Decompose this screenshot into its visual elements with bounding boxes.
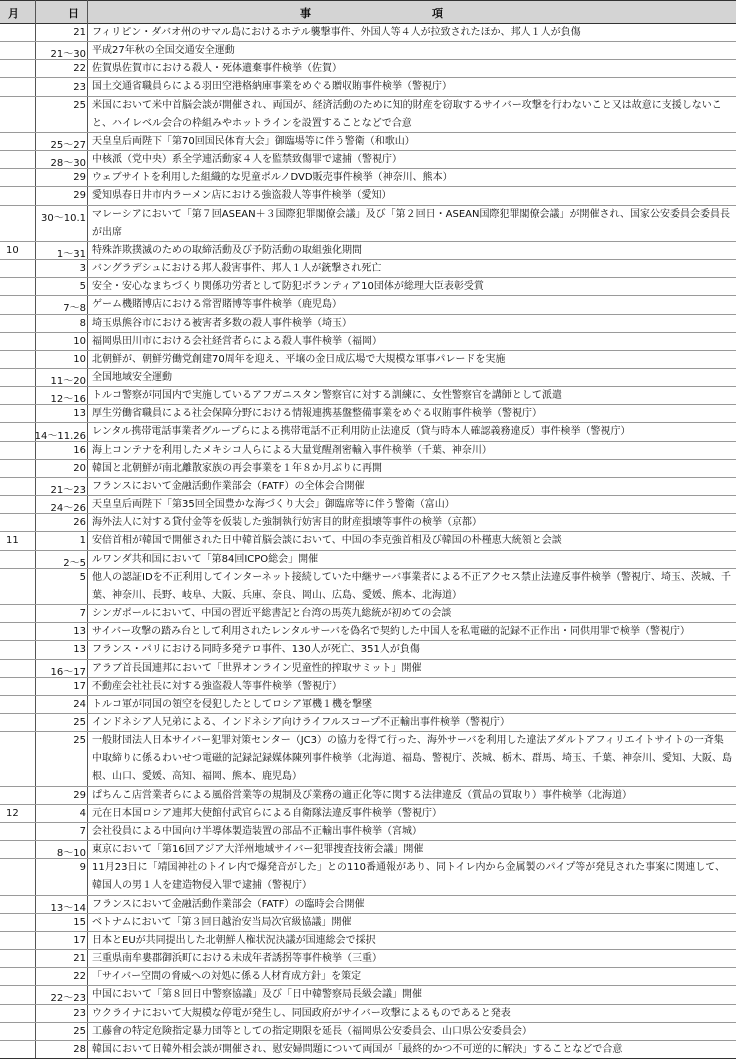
row-month: 12	[6, 807, 19, 819]
row-event: 日本とEUが共同提出した北朝鮮人権状況決議が国連総会で採択	[92, 934, 376, 946]
row-day: 13	[73, 626, 86, 638]
row-event: 三重県南牟婁郡御浜町における未成年者誘拐等事件検挙（三重）	[92, 953, 382, 965]
row-event: 中国において「第８回日中警察協議」及び「日中韓警察局長級会議」開催	[92, 989, 422, 1001]
table-row	[0, 641, 736, 659]
table-row	[0, 151, 736, 169]
table-row	[0, 242, 736, 260]
row-day: 21～30	[50, 49, 86, 61]
row-event: 安全・安心なまちづくり関係功労者として防犯ボランティア10団体が総理大臣表彰受賞	[92, 281, 484, 293]
row-day: 7～8	[63, 303, 86, 315]
table-row	[0, 787, 736, 805]
row-day: 7	[79, 608, 86, 620]
row-event: 国土交通省職員らによる羽田空港格納庫事業をめぐる贈収賄事件検挙（警視庁）	[92, 81, 452, 93]
row-event: 会社役員による中国向け半導体製造装置の部品不正輸出事件検挙（宮城）	[92, 825, 422, 837]
table-row	[0, 714, 736, 732]
row-day: 23	[73, 81, 86, 93]
table-row	[0, 823, 736, 841]
row-event: 11月23日に「靖国神社のトイレ内で爆発音がした」との110番通報があり、同トイレ内から金属製のパイプ等が発見された事案に関連して、韓国人の男１人を建造物侵入罪で逮捕（警視庁）	[92, 862, 726, 892]
row-day: 22～23	[50, 993, 86, 1005]
table-row	[0, 514, 736, 532]
table-row	[0, 369, 736, 387]
row-day: 22	[73, 63, 86, 75]
row-event: トルコ軍が同国の領空を侵犯したとしてロシア軍機１機を撃墜	[92, 698, 372, 710]
row-event: ルワンダ共和国において「第84回ICPO総会」開催	[92, 553, 319, 565]
row-event: 特殊詐欺撲滅のための取締活動及び予防活動の取組強化期間	[92, 244, 362, 256]
row-day: 8～10	[56, 848, 86, 860]
table-row	[0, 24, 736, 42]
table-row	[0, 896, 736, 914]
row-day: 26	[73, 517, 86, 529]
row-event: ゲーム機賭博店における常習賭博等事件検挙（鹿児島）	[92, 299, 342, 311]
row-event: アラブ首長国連邦において「世界オンライン児童性的搾取サミット」開催	[92, 662, 422, 674]
table-row	[0, 986, 736, 1004]
row-event: 海上コンテナを利用したメキシコ人らによる大量覚醒剤密輸入事件検挙（千葉、神奈川）	[92, 444, 492, 456]
row-event: トルコ警察が同国内で実施しているアフガニスタン警察官に対する訓練に、女性警察官を講師として派遣	[92, 390, 562, 402]
row-day: 28～30	[50, 158, 86, 170]
table-row	[0, 351, 736, 369]
row-day: 24～26	[50, 503, 86, 515]
row-day: 4	[79, 807, 86, 819]
row-event: 一般財団法人日本サイバー犯罪対策センター（JC3）の協力を得て行った、海外サーバを利用した違法アダルトアフィリエイトサイトの一斉集中取締りに係るわいせつ電磁的記録記録媒体陳列事件検挙（北海道、福島、警視庁、茨城、栃木、群馬、埼玉、千葉、神奈川、愛知、大阪、島根、山口、愛媛、高知、福岡、熊本、鹿児島）	[92, 735, 732, 783]
table-row	[0, 260, 736, 278]
row-day: 29	[73, 190, 86, 202]
row-event: 全国地域安全運動	[92, 372, 172, 383]
row-day: 16	[73, 444, 86, 456]
row-day: 13	[73, 644, 86, 656]
row-day: 10	[73, 353, 86, 365]
row-event: 安倍首相が韓国で開催された日中韓首脳会談において、中国の李克強首相及び韓国の朴槿恵大統領と会談	[92, 535, 562, 547]
row-event: フランスにおいて金融活動作業部会（FATF）の臨時会合開催	[92, 898, 365, 910]
row-day: 21～23	[50, 485, 86, 497]
row-day: 21	[73, 953, 86, 965]
row-day: 23	[73, 1007, 86, 1019]
table-row	[0, 442, 736, 460]
row-event: 工藤會の特定危険指定暴力団等としての指定期限を延長（福岡県公安委員会、山口県公安委員会）	[92, 1025, 532, 1037]
row-event: 東京において「第16回アジア大洋州地域サイバー犯罪捜査技術会議」開催	[92, 844, 424, 856]
row-event: 埼玉県熊谷市における被害者多数の殺人事件検挙（埼玉）	[92, 317, 352, 329]
row-day: 28	[73, 1043, 86, 1055]
table-row	[0, 460, 736, 478]
row-day: 25～27	[50, 140, 86, 152]
row-day: 29	[73, 172, 86, 184]
table-row	[0, 805, 736, 823]
row-event: レンタル携帯電話事業者グループらによる携帯電話不正利用防止法違反（貸与時本人確認義務違反）事件検挙（警視庁）	[92, 426, 631, 438]
row-day: 20	[73, 462, 86, 474]
row-day: 14～11.26	[34, 430, 86, 442]
table-row	[0, 278, 736, 296]
table-row	[0, 660, 736, 678]
table-row	[0, 605, 736, 623]
row-day: 5	[79, 281, 86, 293]
row-event: 米国において米中首脳会談が開催され、両国が、経済活動のために知的財産を窃取するサイバー攻撃を行わないこと又は故意に支援しないこと、ハイレベル会合の枠組みやホットラインを設置することなどで合意	[92, 99, 722, 129]
row-event: 福岡県田川市における会社経営者らによる殺人事件検挙（福岡）	[92, 335, 382, 347]
table-row	[0, 315, 736, 333]
header-month: 月	[8, 7, 19, 20]
row-event: 中核派（党中央）系全学連活動家４人を監禁致傷罪で逮捕（警視庁）	[92, 154, 402, 166]
row-day: 17	[73, 680, 86, 692]
table-row	[0, 423, 736, 441]
row-day: 2～5	[63, 557, 86, 569]
row-day: 9	[79, 862, 86, 874]
table-row	[0, 569, 736, 605]
table-row	[0, 678, 736, 696]
row-day: 25	[73, 99, 86, 111]
row-day: 7	[79, 826, 86, 838]
row-day: 8	[79, 317, 86, 329]
row-day: 25	[73, 1025, 86, 1037]
header-item: 事 項	[300, 7, 443, 20]
row-event: ベトナムにおいて「第３回日越治安当局次官級協議」開催	[92, 916, 352, 928]
row-day: 25	[73, 735, 86, 747]
row-day: 29	[73, 789, 86, 801]
table-row	[0, 696, 736, 714]
table-row	[0, 296, 736, 314]
row-event: 愛知県春日井市内ラーメン店における強盗殺人等事件検挙（愛知）	[92, 190, 392, 202]
row-event: インドネシア人兄弟による、インドネシア向けライフルスコープ不正輸出事件検挙（警視庁）	[92, 717, 510, 728]
header-day: 日	[68, 7, 79, 20]
row-event: 「サイバー空間の脅威への対処に係る人材育成方針」を策定	[92, 971, 362, 983]
row-event: 厚生労働省職員による社会保障分野における情報連携基盤整備事業をめぐる収賄事件検挙（警視庁）	[92, 408, 542, 420]
table-row	[0, 932, 736, 950]
table-row	[0, 914, 736, 932]
row-event: ウェブサイトを利用した組織的な児童ポルノDVD販売事件検挙（神奈川、熊本）	[92, 172, 453, 184]
row-event: シンガポールにおいて、中国の習近平総書記と台湾の馬英九総統が初めての会談	[92, 608, 452, 620]
table-row	[0, 78, 736, 96]
row-event: ぱちんこ店営業者らによる風俗営業等の規制及び業務の適正化等に関する法律違反（賞品の買取り）事件検挙（北海道）	[92, 789, 632, 801]
row-event: 韓国において日韓外相会談が開催され、慰安婦問題について両国が「最終的かつ不可逆的に解決」することなどで合意	[92, 1043, 623, 1055]
table-row	[0, 206, 736, 242]
row-day: 24	[73, 698, 86, 710]
row-day: 13～14	[50, 902, 86, 914]
row-event: サイバー攻撃の踏み台として利用されたレンタルサーバを偽名で契約した中国人を私電磁的記録不正作出・同供用罪で検挙（警視庁）	[92, 626, 690, 638]
table-row	[0, 60, 736, 78]
row-event: 天皇皇后両陛下「第35回全国豊かな海づくり大会」御臨席等に伴う警衛（富山）	[92, 499, 455, 511]
table-row	[0, 841, 736, 859]
row-day: 3	[79, 263, 86, 275]
row-day: 5	[79, 571, 86, 583]
row-month: 10	[6, 244, 19, 256]
table-row	[0, 950, 736, 968]
table-row	[0, 532, 736, 550]
row-day: 1	[79, 535, 86, 547]
table-row	[0, 732, 736, 786]
row-event: フランス・パリにおける同時多発テロ事件、130人が死亡、351人が負傷	[92, 644, 420, 656]
row-day: 21	[73, 27, 86, 39]
table-row	[0, 97, 736, 133]
row-event: 韓国と北朝鮮が南北離散家族の再会事業を１年８か月ぶりに再開	[92, 462, 382, 474]
table-row	[0, 623, 736, 641]
row-event: ウクライナにおいて大規模な停電が発生し、同国政府がサイバー攻撃によるものであると発表	[92, 1007, 511, 1019]
row-day: 17	[73, 934, 86, 946]
row-day: 30～10.1	[41, 212, 86, 224]
row-day: 22	[73, 971, 86, 983]
table-row	[0, 133, 736, 151]
row-event: 平成27年秋の全国交通安全運動	[92, 45, 235, 57]
row-day: 12～16	[50, 394, 86, 406]
table-row	[0, 187, 736, 205]
row-event: マレーシアにおいて「第７回ASEAN＋３国際犯罪閣僚会議」及び「第２回日・ASEAN国際犯罪閣僚会議」が開催され、国家公安委員会委員長が出席	[92, 208, 731, 238]
table-row	[0, 478, 736, 496]
row-day: 13	[73, 408, 86, 420]
row-day: 11～20	[50, 376, 86, 388]
row-event: 元在日本国ロシア連邦大使館付武官らによる自衛隊法違反事件検挙（警視庁）	[92, 807, 442, 819]
row-day: 10	[73, 335, 86, 347]
row-event: バングラデシュにおける邦人殺害事件、邦人１人が銃撃され死亡	[92, 263, 382, 275]
table-row	[0, 496, 736, 514]
table-row	[0, 1023, 736, 1041]
row-event: 天皇皇后両陛下「第70回国民体育大会」御臨場等に伴う警衛（和歌山）	[92, 135, 415, 147]
table-row	[0, 405, 736, 423]
row-event: 北朝鮮が、朝鮮労働党創建70周年を迎え、平壌の金日成広場で大規模な軍事パレードを実施	[92, 353, 506, 365]
row-event: 海外法人に対する貸付金等を仮装した強制執行妨害目的財産損壊等事件の検挙（京都）	[92, 517, 482, 529]
row-event: 他人の認証IDを不正利用してインターネット接続していた中継サーバ事業者による不正アクセス禁止法違反事件検挙（警視庁、埼玉、茨城、千葉、神奈川、長野、岐阜、大阪、兵庫、奈良、岡山、広島、愛媛、熊本、北海道）	[92, 571, 731, 601]
row-event: 佐賀県佐賀市における殺人・死体遺棄事件検挙（佐賀）	[92, 63, 342, 75]
row-event: フィリピン・ダバオ州のサマル島におけるホテル襲撃事件、外国人等４人が拉致されたほか、邦人１人が負傷	[92, 27, 581, 38]
table-row	[0, 1005, 736, 1023]
row-day: 25	[73, 717, 86, 729]
table-row	[0, 42, 736, 60]
row-event: 不動産会社社長に対する強盗殺人等事件検挙（警視庁）	[92, 680, 342, 692]
row-month: 11	[6, 535, 19, 547]
table-row	[0, 333, 736, 351]
table-row	[0, 551, 736, 569]
table-row	[0, 1041, 736, 1059]
row-day: 1～31	[56, 248, 86, 260]
row-event: フランスにおいて金融活動作業部会（FATF）の全体会合開催	[92, 480, 365, 492]
row-day: 16～17	[50, 666, 86, 678]
table-row	[0, 169, 736, 187]
row-day: 15	[73, 916, 86, 928]
table-row	[0, 968, 736, 986]
table-header	[0, 0, 736, 24]
table-row	[0, 387, 736, 405]
table-row	[0, 859, 736, 895]
